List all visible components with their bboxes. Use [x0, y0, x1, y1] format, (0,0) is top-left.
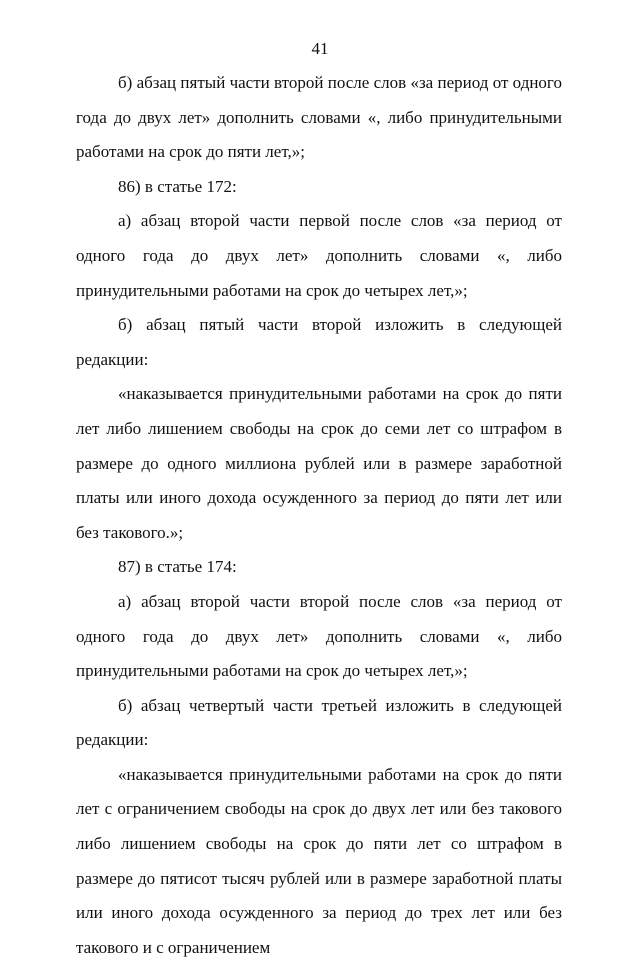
- paragraph-amendment-a-174: а) абзац второй части второй после слов «за период от одного года до двух лет» дополнить словами «, либо принудительными работами на срок до четырех лет,»;: [76, 591, 562, 681]
- paragraph-amendment-a-172: а) абзац второй части первой после слов «за период от одного года до двух лет» дополнить словами «, либо принудительными работами на срок до четырех лет,»;: [76, 211, 562, 300]
- paragraph-item-86: 86) в статье 172:: [118, 176, 237, 196]
- paragraph-item-87: 87) в статье 174:: [118, 557, 237, 577]
- paragraph-amendment-b-172: б) абзац пятый части второй изложить в следующей редакции:: [76, 315, 562, 369]
- page-number: 41: [311, 39, 329, 58]
- document-body: [76, 66, 562, 965]
- paragraph-quote-172: «наказывается принудительными работами на срок до пяти лет либо лишением свободы на срок до семи лет со штрафом в размере до одного миллиона рублей или в размере заработной платы или иного дохода осужденного за период до пяти лет или без такового.»;: [76, 384, 562, 542]
- paragraph-amendment-b-part2: б) абзац пятый части второй после слов «за период от одного года до двух лет» дополнить словами «, либо принудительными работами на срок до пяти лет,»;: [76, 73, 562, 162]
- paragraph-quote-174: «наказывается принудительными работами на срок до пяти лет с ограничением свободы на срок до двух лет или без такового либо лишением свободы на срок до пяти лет со штрафом в размере до пятисот тысяч рублей или в размере заработной платы или иного дохода осужденного за период до трех лет или без такового и с ограничением: [76, 764, 562, 957]
- paragraph-amendment-b-174: б) абзац четвертый части третьей изложить в следующей редакции:: [76, 695, 562, 750]
